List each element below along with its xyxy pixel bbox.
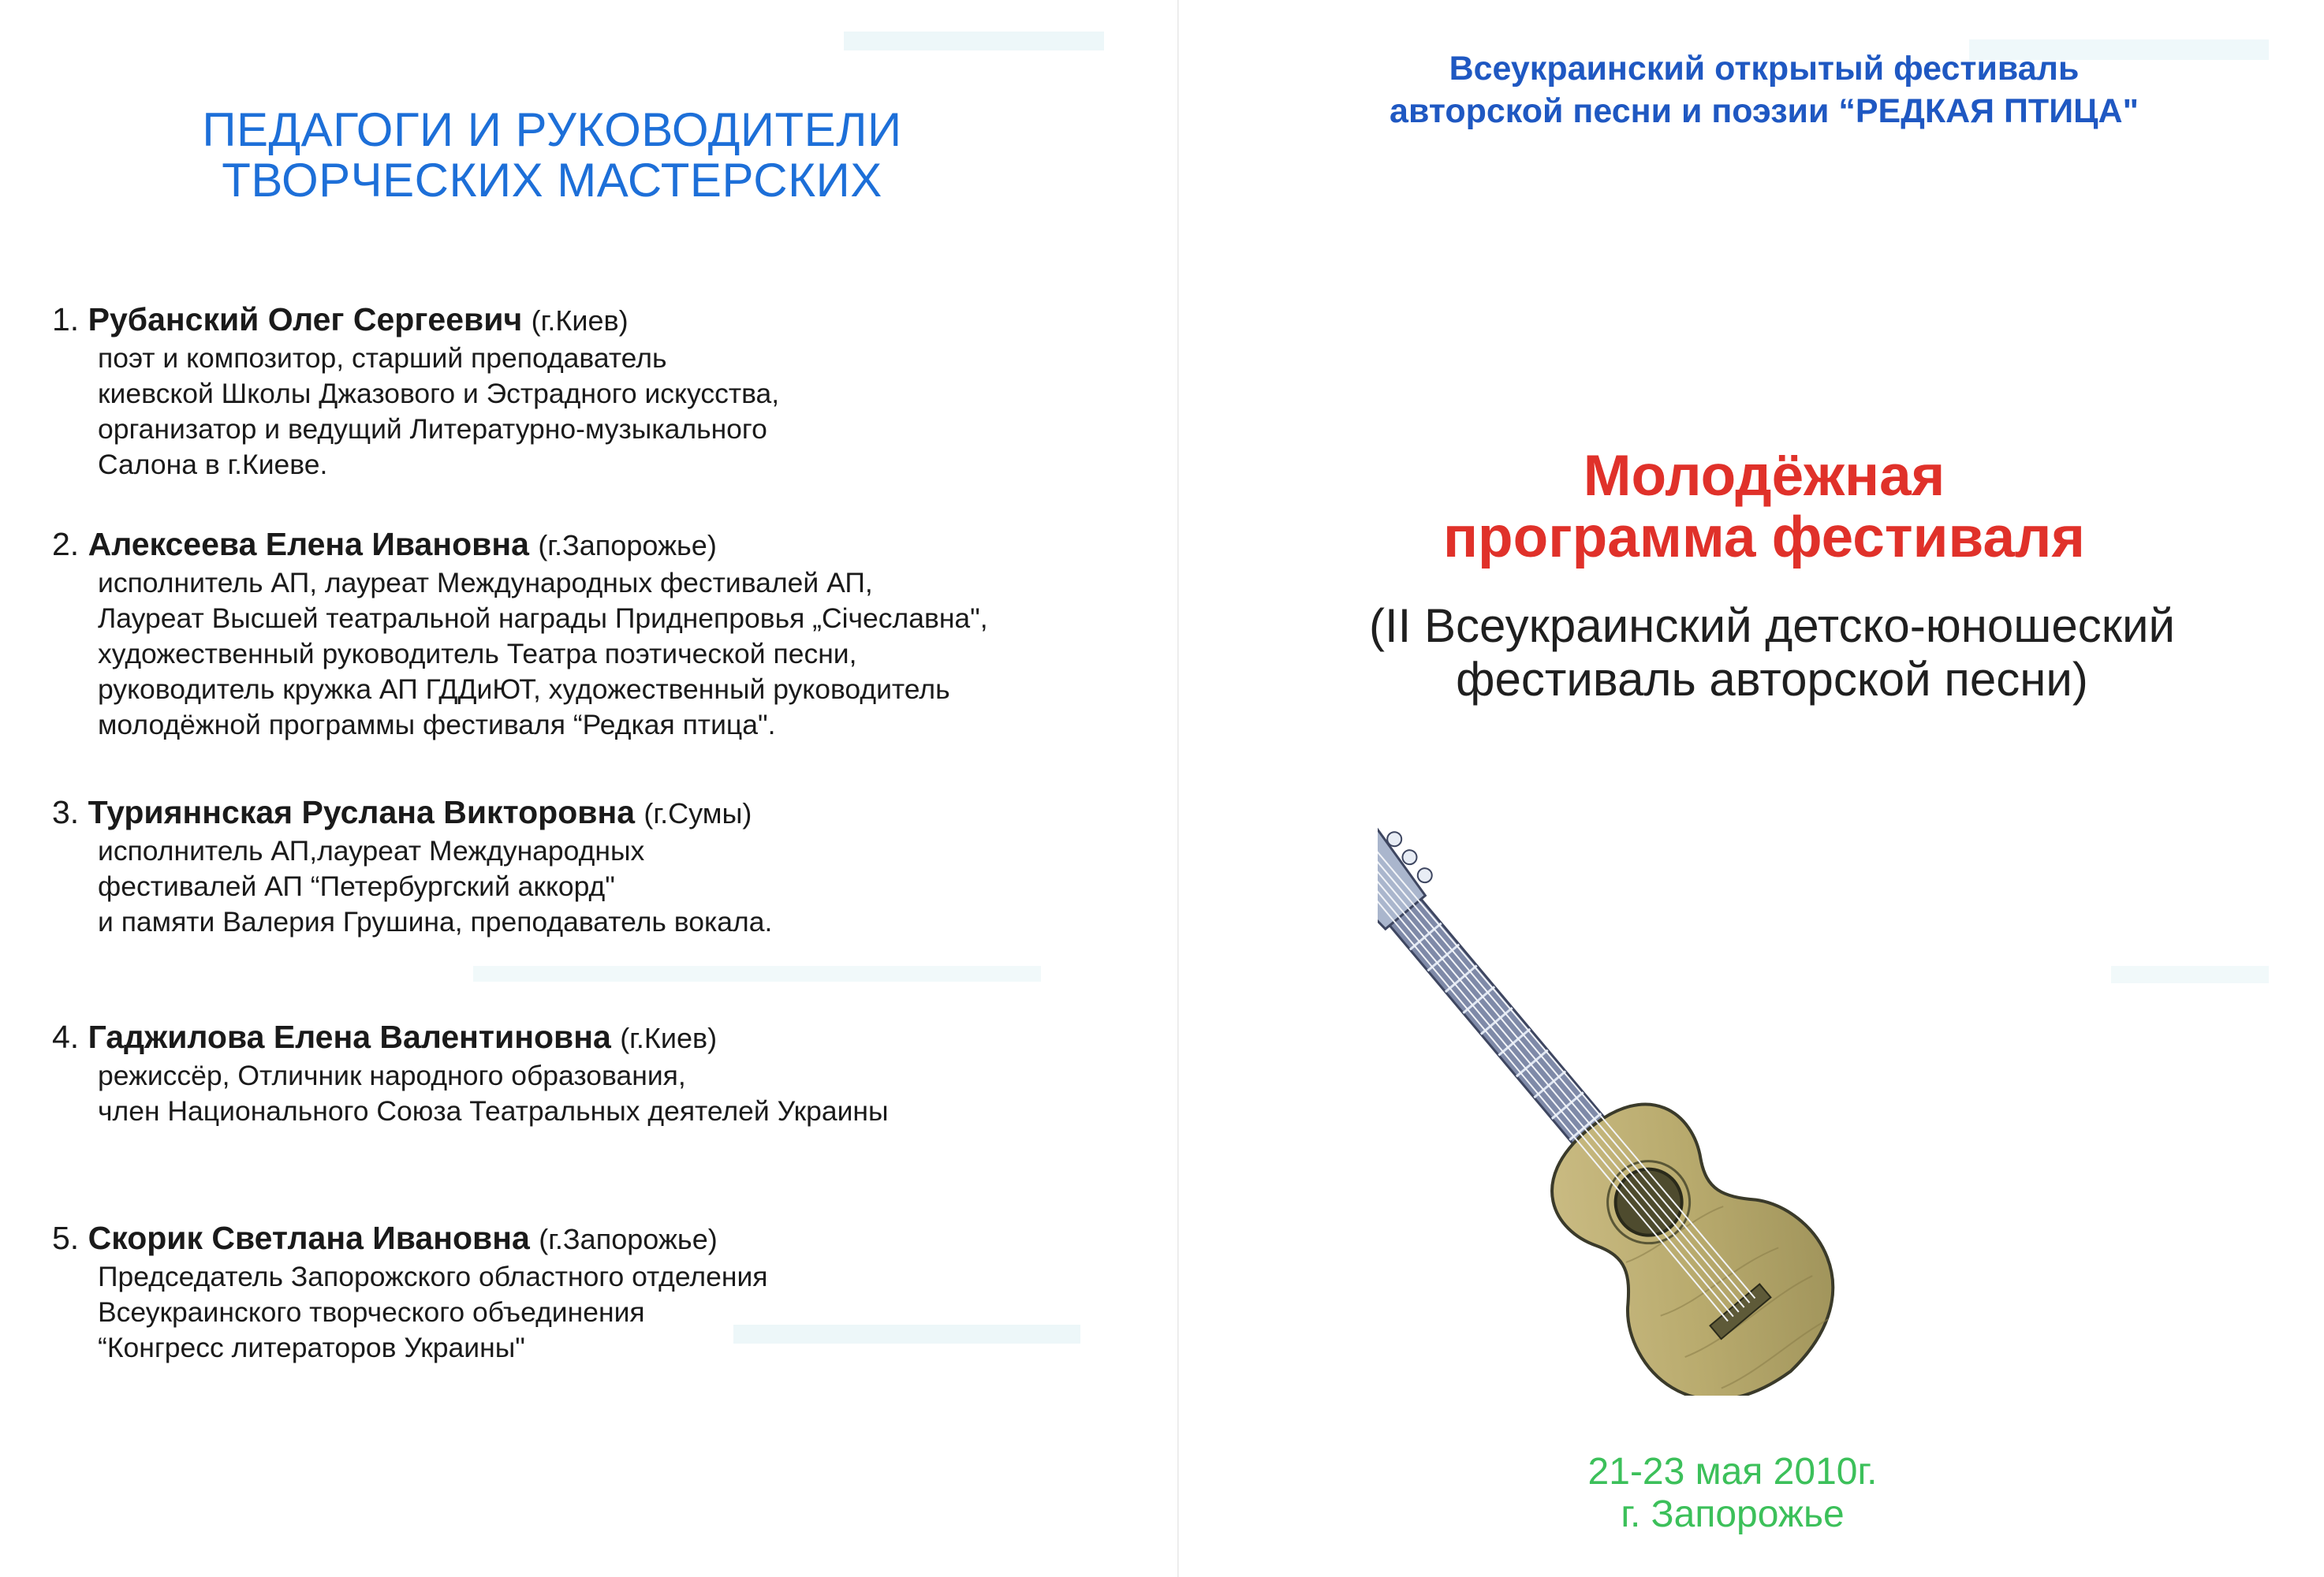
staff-entry (52, 1017, 1156, 1129)
description-line: киевской Школы Джазового и Эстрадного искусства, (98, 378, 780, 409)
description-line: режиссёр, Отличник народного образования, (98, 1060, 686, 1091)
staff-entry (52, 300, 1156, 483)
entry-number: 3. (52, 794, 80, 830)
entry-name: Турияннская Руслана Викторовна (88, 794, 636, 830)
description-line: исполнитель АП, лауреат Международных фестивалей АП, (98, 567, 873, 598)
entry-city: (г.Сумы) (643, 797, 752, 830)
entry-description (98, 565, 1156, 743)
entry-city: (г.Киев) (531, 304, 629, 337)
description-line: поэт и композитор, старший преподаватель (98, 342, 667, 374)
page-fold (1177, 0, 1179, 1577)
description-line: Салона в г.Киеве. (98, 449, 328, 480)
entry-city: (г.Запорожье) (538, 529, 717, 561)
entry-description (98, 1259, 1156, 1366)
header-line: Всеукраинский открытый фестиваль (1449, 50, 2080, 88)
description-line: исполнитель АП,лауреат Международных (98, 835, 645, 867)
entry-number: 2. (52, 526, 80, 562)
right-page (1181, 0, 2324, 1577)
entry-city: (г.Киев) (620, 1022, 718, 1054)
entry-number: 1. (52, 301, 80, 337)
festival-header (1252, 47, 2277, 132)
description-line: “Конгресс литераторов Украины" (98, 1332, 525, 1363)
entry-number: 5. (52, 1220, 80, 1256)
entry-name: Рубанский Олег Сергеевич (88, 301, 523, 337)
show-through-mark (473, 966, 1041, 982)
entry-description (98, 1058, 1156, 1129)
description-line: организатор и ведущий Литературно-музыкального (98, 413, 767, 445)
description-line: и памяти Валерия Грушина, преподаватель вокала. (98, 906, 773, 938)
description-line: член Национального Союза Театральных деятелей Украины (98, 1095, 889, 1127)
festival-dates (1496, 1451, 1969, 1536)
show-through-mark (2111, 966, 2269, 983)
description-line: руководитель кружка АП ГДДиЮТ, художественный руководитель (98, 673, 950, 705)
description-line: Председатель Запорожского областного отделения (98, 1261, 768, 1292)
description-line: фестивалей АП “Петербургский аккорд" (98, 871, 615, 902)
program-title (1244, 446, 2285, 569)
date-line: 21-23 мая 2010г. (1587, 1451, 1878, 1493)
title-line: ПЕДАГОГИ И РУКОВОДИТЕЛИ (202, 103, 902, 156)
entry-city: (г.Запорожье) (539, 1223, 718, 1255)
place-line: г. Запорожье (1621, 1493, 1845, 1535)
subtitle-line: фестиваль авторской песни) (1456, 653, 2088, 706)
title-line: ТВОРЧЕСКИХ МАСТЕРСКИХ (222, 154, 882, 207)
entry-description (98, 341, 1156, 483)
description-line: Всеукраинского творческого объединения (98, 1296, 645, 1328)
show-through-mark (844, 32, 1104, 50)
staff-entry (52, 792, 1156, 940)
description-line: Лауреат Высшей театральной награды Приднепровья „Січеславна", (98, 602, 988, 634)
program-subtitle (1228, 599, 2316, 706)
entry-number: 4. (52, 1019, 80, 1055)
entry-description (98, 833, 1156, 940)
staff-entry (52, 1218, 1156, 1366)
entry-name: Алексеева Елена Ивановна (88, 526, 529, 562)
description-line: молодёжной программы фестиваля “Редкая птица". (98, 709, 776, 740)
subtitle-line: (II Всеукраинский детско-юношеский (1368, 599, 2176, 652)
page-title (197, 105, 907, 206)
program-title-line: программа фестиваля (1442, 505, 2086, 569)
entry-name: Гаджилова Елена Валентиновна (88, 1019, 611, 1055)
program-title-line: Молодёжная (1583, 444, 1945, 508)
header-line: авторской песни и поэзии “РЕДКАЯ ПТИЦА" (1390, 92, 2139, 130)
entry-name: Скорик Светлана Ивановна (88, 1220, 530, 1256)
description-line: художественный руководитель Театра поэтической песни, (98, 638, 857, 669)
guitar-icon (1378, 796, 2087, 1396)
staff-entry (52, 524, 1156, 743)
